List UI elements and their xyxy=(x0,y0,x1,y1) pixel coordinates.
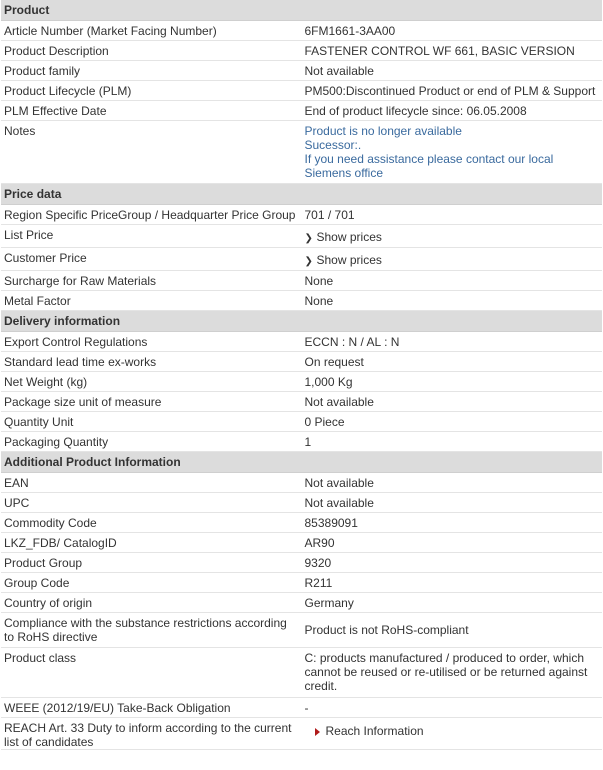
row-customer-price xyxy=(1,248,602,271)
row-value: R211 xyxy=(302,573,603,593)
row-commodity-code xyxy=(1,513,602,533)
product-spec-table xyxy=(1,0,602,750)
row-value: ECCN : N / AL : N xyxy=(302,332,603,352)
row-label: EAN xyxy=(1,473,302,493)
row-value: 1 xyxy=(302,432,603,452)
notes-line-2: Sucessor:. xyxy=(304,138,362,152)
row-value: 701 / 701 xyxy=(302,205,603,225)
chevron-right-icon: ❯ xyxy=(304,233,313,244)
row-group-code xyxy=(1,573,602,593)
row-value: 6FM1661-3AA00 xyxy=(302,21,603,41)
row-value: PM500:Discontinued Product or end of PLM & Support xyxy=(302,81,603,101)
row-metal-factor xyxy=(1,291,602,311)
row-value: None xyxy=(302,291,603,311)
section-header-additional xyxy=(1,452,602,473)
row-lead-time xyxy=(1,352,602,372)
section-title: Price data xyxy=(1,184,602,205)
row-packaging-quantity xyxy=(1,432,602,452)
row-country-of-origin xyxy=(1,593,602,613)
row-label: UPC xyxy=(1,493,302,513)
row-label: Customer Price xyxy=(1,248,302,271)
triangle-right-icon xyxy=(315,728,320,736)
reach-value xyxy=(302,718,603,750)
row-label: Group Code xyxy=(1,573,302,593)
row-value: Not available xyxy=(302,473,603,493)
notes-value xyxy=(302,121,603,184)
show-prices-link[interactable] xyxy=(305,253,382,267)
row-label: Country of origin xyxy=(1,593,302,613)
row-label: Product Group xyxy=(1,553,302,573)
row-label: Compliance with the substance restrictions according to RoHS directive xyxy=(1,613,302,648)
row-label: Commodity Code xyxy=(1,513,302,533)
row-label: Export Control Regulations xyxy=(1,332,302,352)
row-reach xyxy=(1,718,602,750)
section-title: Product xyxy=(1,0,602,21)
row-net-weight xyxy=(1,372,602,392)
row-value: On request xyxy=(302,352,603,372)
section-header-price xyxy=(1,184,602,205)
row-plm-date xyxy=(1,101,602,121)
notes-line-3: If you need assistance please contact our local xyxy=(304,152,554,166)
row-upc xyxy=(1,493,602,513)
row-value: 9320 xyxy=(302,553,603,573)
row-label: Product class xyxy=(1,648,302,698)
show-prices-label: Show prices xyxy=(316,230,382,244)
row-label: Packaging Quantity xyxy=(1,432,302,452)
row-value: None xyxy=(302,271,603,291)
row-notes xyxy=(1,121,602,184)
row-value: FASTENER CONTROL WF 661, BASIC VERSION xyxy=(302,41,603,61)
row-product-group xyxy=(1,553,602,573)
row-label: Surcharge for Raw Materials xyxy=(1,271,302,291)
row-value: Not available xyxy=(302,61,603,81)
row-value: End of product lifecycle since: 06.05.2008 xyxy=(302,101,603,121)
row-value: - xyxy=(302,698,603,718)
row-ean xyxy=(1,473,602,493)
row-label: Net Weight (kg) xyxy=(1,372,302,392)
row-value: Germany xyxy=(302,593,603,613)
row-label: Region Specific PriceGroup / Headquarter Price Group xyxy=(1,205,302,225)
row-value: 85389091 xyxy=(302,513,603,533)
notes-line-4: Siemens office xyxy=(304,166,383,180)
section-title: Additional Product Information xyxy=(1,452,602,473)
row-label: List Price xyxy=(1,225,302,248)
reach-information-label: Reach Information xyxy=(325,724,424,738)
row-product-lifecycle xyxy=(1,81,602,101)
row-label: Package size unit of measure xyxy=(1,392,302,412)
show-prices-link[interactable] xyxy=(305,230,382,244)
row-product-family xyxy=(1,61,602,81)
row-value: C: products manufactured / produced to order, which cannot be reused or re-utilised or be returned against credit. xyxy=(302,648,603,698)
row-price-group xyxy=(1,205,602,225)
customer-price-value xyxy=(302,248,603,271)
section-title: Delivery information xyxy=(1,311,602,332)
row-product-class xyxy=(1,648,602,698)
row-label: Product family xyxy=(1,61,302,81)
row-label: Notes xyxy=(1,121,302,184)
row-label: Metal Factor xyxy=(1,291,302,311)
reach-information-link[interactable] xyxy=(305,724,424,738)
row-list-price xyxy=(1,225,602,248)
row-article-number xyxy=(1,21,602,41)
show-prices-label: Show prices xyxy=(316,253,382,267)
row-value: 1,000 Kg xyxy=(302,372,603,392)
row-value: 0 Piece xyxy=(302,412,603,432)
row-label: LKZ_FDB/ CatalogID xyxy=(1,533,302,553)
row-label: Product Description xyxy=(1,41,302,61)
row-value: AR90 xyxy=(302,533,603,553)
section-header-product xyxy=(1,0,602,21)
row-value: Not available xyxy=(302,493,603,513)
row-quantity-unit xyxy=(1,412,602,432)
row-export-control xyxy=(1,332,602,352)
row-product-description xyxy=(1,41,602,61)
row-label: Product Lifecycle (PLM) xyxy=(1,81,302,101)
row-package-size xyxy=(1,392,602,412)
row-label: REACH Art. 33 Duty to inform according to the current list of candidates xyxy=(1,718,302,750)
notes-line-1: Product is no longer available xyxy=(304,124,462,138)
row-label: Article Number (Market Facing Number) xyxy=(1,21,302,41)
row-surcharge xyxy=(1,271,602,291)
list-price-value xyxy=(302,225,603,248)
row-label: Quantity Unit xyxy=(1,412,302,432)
row-label: Standard lead time ex-works xyxy=(1,352,302,372)
row-catalog-id xyxy=(1,533,602,553)
row-rohs xyxy=(1,613,602,648)
row-label: PLM Effective Date xyxy=(1,101,302,121)
row-value: Not available xyxy=(302,392,603,412)
row-weee xyxy=(1,698,602,718)
row-value: Product is not RoHS-compliant xyxy=(302,613,603,648)
chevron-right-icon: ❯ xyxy=(304,256,313,267)
row-label: WEEE (2012/19/EU) Take-Back Obligation xyxy=(1,698,302,718)
section-header-delivery xyxy=(1,311,602,332)
